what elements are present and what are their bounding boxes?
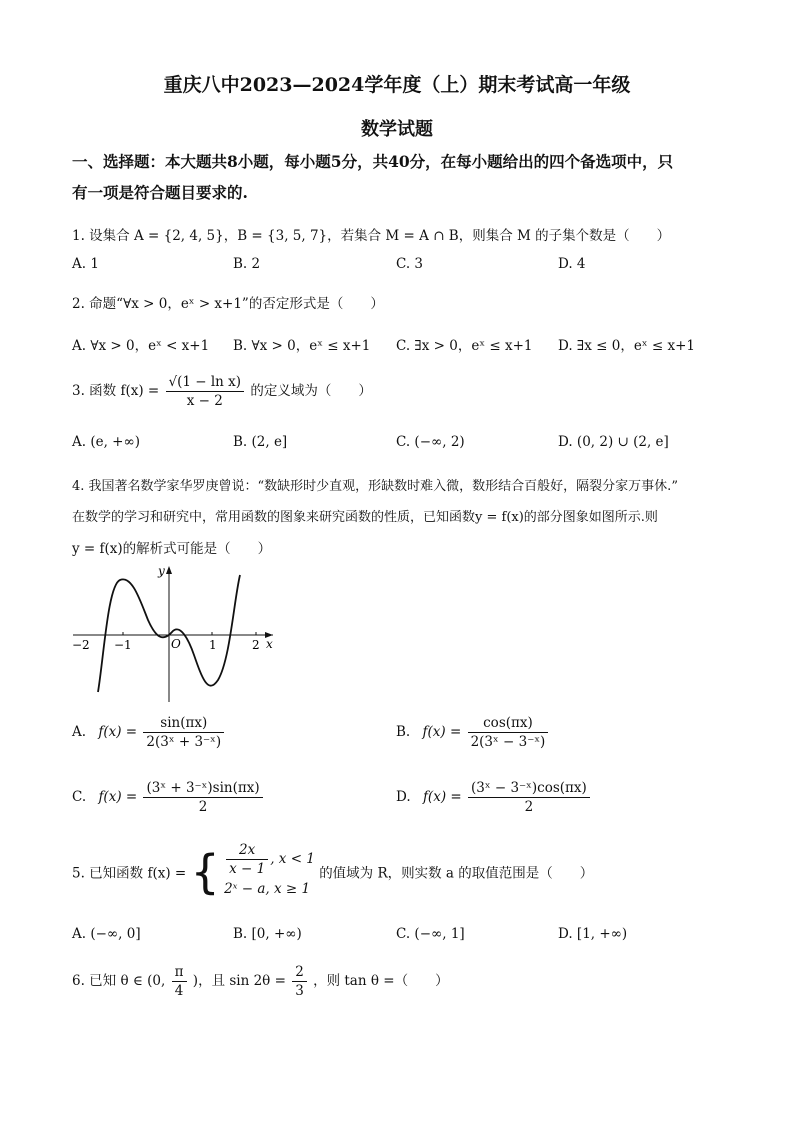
exam-title: 重庆八中2023—2024学年度（上）期末考试高一年级 bbox=[163, 74, 631, 96]
question-6-stem bbox=[72, 964, 449, 999]
tick-label-pos1: 1 bbox=[209, 638, 217, 652]
question-6-pi-denominator: 4 bbox=[174, 983, 184, 999]
y-axis-arrow bbox=[166, 566, 172, 574]
option-b-numerator: cos(πx) bbox=[468, 715, 549, 733]
piece-1-fraction bbox=[226, 842, 268, 877]
x-axis-label: x bbox=[266, 637, 273, 651]
tick-label-neg2: −2 bbox=[72, 638, 90, 652]
option-d-denominator: 2 bbox=[524, 799, 534, 815]
question-6-prefix: 6. 已知 θ ∈ (0, bbox=[72, 973, 166, 989]
question-5-prefix: 5. 已知函数 f(x) = bbox=[72, 865, 187, 882]
option-a-denominator: 2(3ˣ + 3⁻ˣ) bbox=[146, 734, 222, 750]
question-5-option-d: D. [1, +∞) bbox=[558, 926, 628, 942]
question-4-option-d bbox=[396, 780, 592, 815]
question-2-option-d: D. ∃x ≤ 0，eˣ ≤ x+1 bbox=[558, 338, 695, 354]
option-d-numerator: (3ˣ − 3⁻ˣ)cos(πx) bbox=[468, 780, 590, 798]
origin-label: O bbox=[171, 637, 181, 651]
question-1-option-d: D. 4 bbox=[558, 256, 586, 272]
question-3-suffix: 的定义域为（ ） bbox=[250, 383, 372, 399]
piece-1-numerator: 2x bbox=[226, 842, 268, 860]
question-2-option-c: C. ∃x > 0，eˣ ≤ x+1 bbox=[396, 338, 533, 354]
question-1-stem: 1. 设集合 A = {2, 4, 5}，B = {3, 5, 7}，若集合 M = A ∩ B，则集合 M 的子集个数是（ ） bbox=[72, 228, 671, 244]
question-5-option-c: C. (−∞, 1] bbox=[396, 926, 465, 942]
option-a-letter: A. bbox=[72, 724, 87, 740]
question-6-suffix: ，则 tan θ =（ ） bbox=[313, 973, 449, 989]
option-d-letter: D. bbox=[396, 789, 411, 805]
option-c-letter: C. bbox=[72, 789, 87, 805]
question-4-function-graph bbox=[68, 560, 283, 705]
piecewise-body bbox=[224, 842, 315, 901]
question-4-line1: 4. 我国著名数学家华罗庚曾说：“数缺形时少直观，形缺数时难入微，数形结合百般好，隔裂分家万事休.” bbox=[72, 479, 678, 494]
section-header-line2: 有一项是符合题目要求的. bbox=[72, 183, 248, 202]
question-1-option-c: C. 3 bbox=[396, 256, 424, 272]
question-4-option-b bbox=[396, 715, 550, 750]
question-3-stem bbox=[72, 374, 372, 409]
question-2-option-a: A. ∀x > 0，eˣ < x+1 bbox=[72, 338, 210, 354]
question-3-option-d: D. (0, 2) ∪ (2, e] bbox=[558, 434, 669, 450]
option-b-fraction bbox=[468, 715, 549, 750]
y-axis-label: y bbox=[158, 564, 165, 578]
tick-label-neg1: −1 bbox=[114, 638, 132, 652]
option-d-lhs: f(x) = bbox=[422, 789, 462, 805]
exam-subtitle: 数学试题 bbox=[361, 119, 433, 140]
question-4-option-c bbox=[72, 780, 265, 815]
tick-label-pos2: 2 bbox=[252, 638, 260, 652]
question-3-option-a: A. (e, +∞) bbox=[72, 434, 140, 450]
option-c-fraction bbox=[143, 780, 262, 815]
piece-1-condition: , x < 1 bbox=[270, 851, 315, 867]
question-2-stem: 2. 命题“∀x > 0，eˣ > x+1”的否定形式是（ ） bbox=[72, 296, 384, 312]
section-header-line1: 一、选择题：本大题共8小题，每小题5分，共40分，在每小题给出的四个备选项中，只 bbox=[72, 152, 674, 171]
question-3-fraction-denominator: x − 2 bbox=[186, 393, 223, 409]
option-b-lhs: f(x) = bbox=[422, 724, 462, 740]
question-5-suffix: 的值域为 R，则实数 a 的取值范围是（ ） bbox=[319, 865, 594, 882]
piecewise-brace: { bbox=[190, 844, 220, 899]
question-6-fraction-value bbox=[292, 964, 307, 999]
option-b-letter: B. bbox=[396, 724, 411, 740]
question-6-mid: )，且 sin 2θ = bbox=[192, 973, 286, 989]
option-c-denominator: 2 bbox=[198, 799, 208, 815]
question-5-option-a: A. (−∞, 0] bbox=[72, 926, 141, 942]
piece-1 bbox=[224, 842, 315, 877]
question-1-option-b: B. 2 bbox=[233, 256, 261, 272]
option-c-lhs: f(x) = bbox=[98, 789, 138, 805]
question-6-value-numerator: 2 bbox=[292, 964, 307, 982]
question-3-prefix: 3. 函数 f(x) = bbox=[72, 383, 160, 399]
question-6-pi-numerator: π bbox=[172, 964, 187, 982]
question-6-fraction-pi bbox=[172, 964, 187, 999]
question-5-option-b: B. [0, +∞) bbox=[233, 926, 302, 942]
option-d-fraction bbox=[468, 780, 590, 815]
option-a-lhs: f(x) = bbox=[98, 724, 138, 740]
question-3-option-c: C. (−∞, 2) bbox=[396, 434, 465, 450]
question-2-option-b: B. ∀x > 0，eˣ ≤ x+1 bbox=[233, 338, 371, 354]
question-6-value-denominator: 3 bbox=[295, 983, 304, 999]
question-4-line2: 在数学的学习和研究中，常用函数的图象来研究函数的性质，已知函数y = f(x)的部分图象如图所示.则 bbox=[72, 510, 658, 525]
question-1-option-a: A. 1 bbox=[72, 256, 99, 272]
question-5-stem bbox=[72, 842, 593, 901]
question-3-option-b: B. (2, e] bbox=[233, 434, 288, 450]
question-4-option-a bbox=[72, 715, 226, 750]
option-a-fraction bbox=[143, 715, 224, 750]
option-c-numerator: (3ˣ + 3⁻ˣ)sin(πx) bbox=[143, 780, 262, 798]
option-a-numerator: sin(πx) bbox=[143, 715, 224, 733]
question-4-line3: y = f(x)的解析式可能是（ ） bbox=[72, 541, 272, 557]
piece-1-denominator: x − 1 bbox=[229, 861, 266, 877]
piece-2: 2ˣ − a, x ≥ 1 bbox=[224, 881, 311, 897]
option-b-denominator: 2(3ˣ − 3⁻ˣ) bbox=[470, 734, 546, 750]
question-3-fraction bbox=[166, 374, 245, 409]
question-3-fraction-numerator: √(1 − ln x) bbox=[166, 374, 245, 392]
